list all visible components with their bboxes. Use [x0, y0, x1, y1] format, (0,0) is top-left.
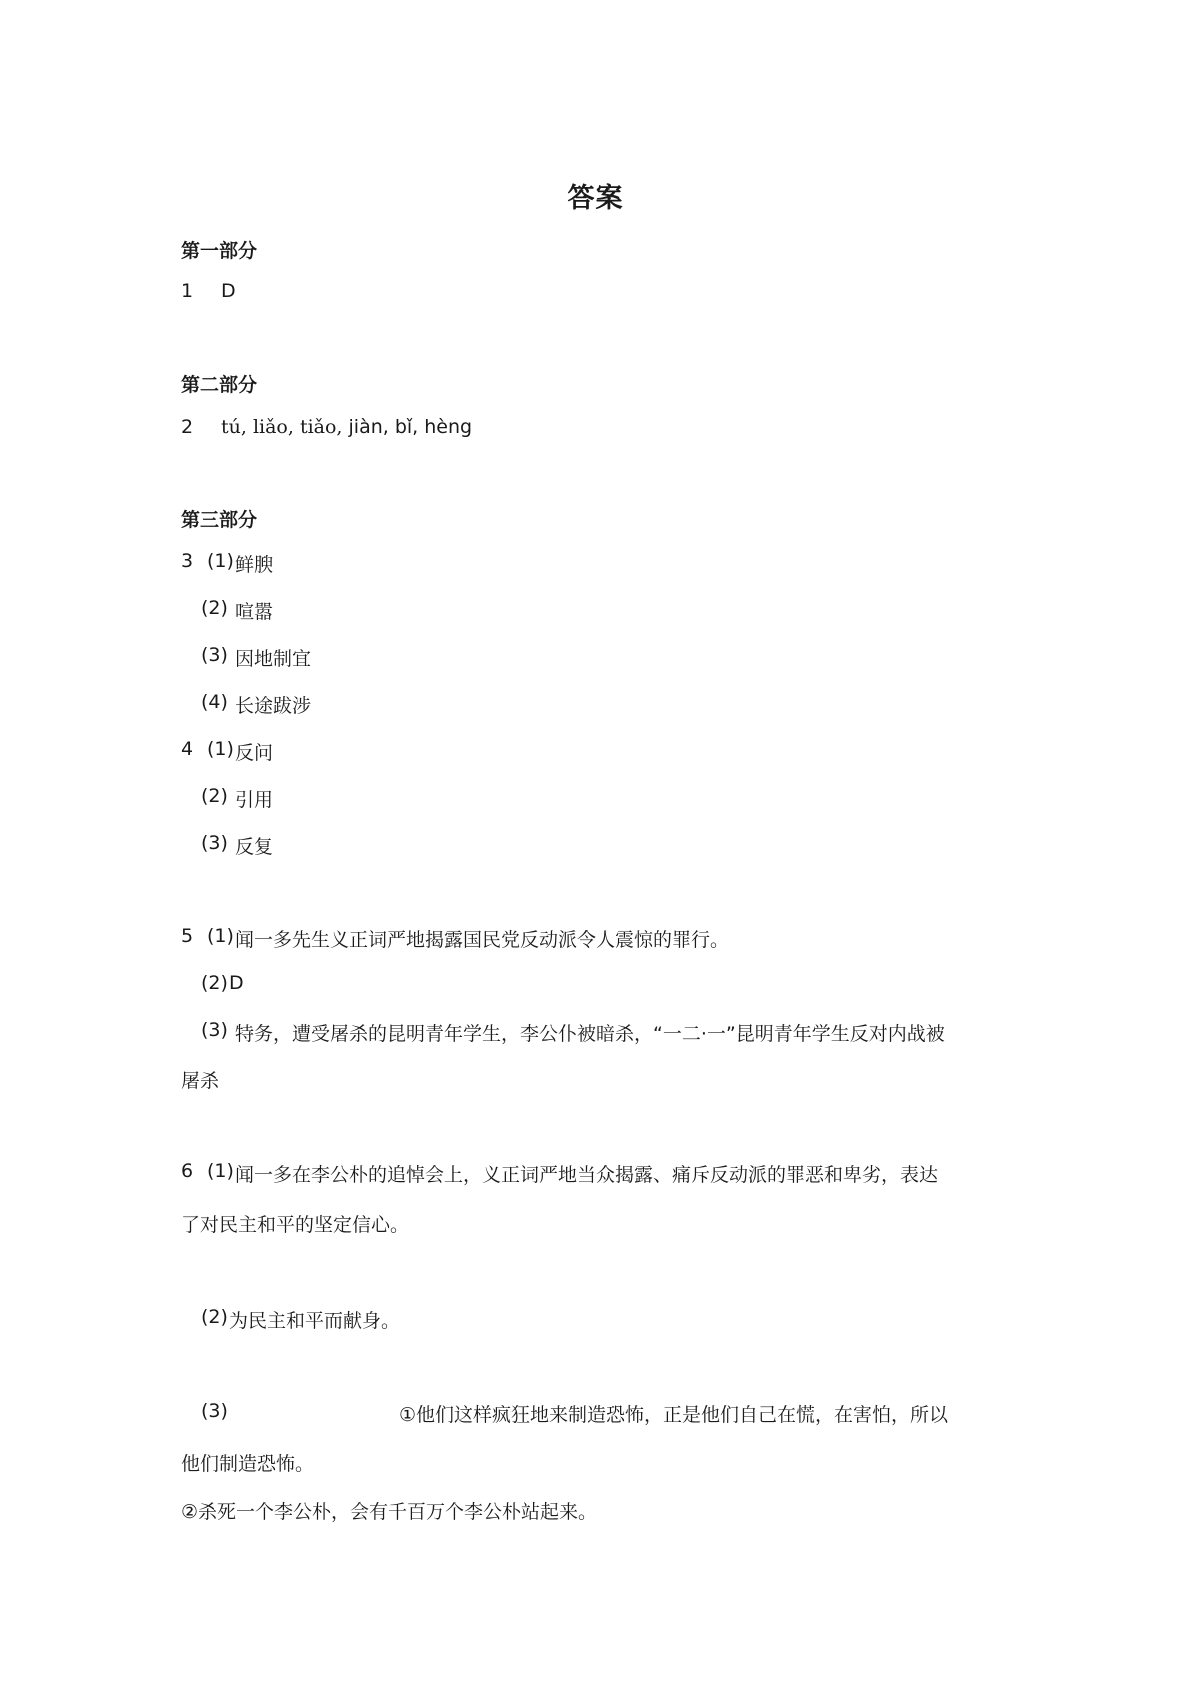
pinyin-serif: tú, liǎo, tiǎo,: [221, 416, 343, 438]
item-text: 鲜腴: [235, 554, 274, 576]
question-1: [181, 280, 236, 302]
item-label: (1): [207, 550, 234, 572]
item-label: (3): [201, 832, 228, 854]
item-label: (2): [201, 597, 228, 619]
page-title: 答案: [567, 183, 624, 214]
item-label: (2): [201, 785, 228, 807]
item-text: D: [229, 972, 244, 994]
item-label: (1): [207, 1160, 234, 1182]
answer-text: [221, 416, 472, 438]
item-label: (2): [201, 1306, 228, 1328]
item-text: 引用: [235, 789, 274, 811]
item-text: 特务，遭受屠杀的昆明青年学生，李公仆被暗杀，“一二·一”昆明青年学生反对内战被: [235, 1023, 945, 1045]
question-5-item-1: [181, 925, 730, 951]
pinyin-sans: jiàn, bǐ, hèng: [342, 416, 473, 438]
question-number: 3: [181, 550, 194, 572]
item-text: 反复: [235, 836, 274, 858]
question-4-item-1: [181, 738, 274, 764]
question-number: 2: [181, 416, 194, 438]
question-5-item-3-cont: 屠杀: [181, 1070, 220, 1092]
item-text: 喧嚣: [235, 601, 274, 623]
section-heading-part3: 第三部分: [181, 509, 258, 531]
circled-number-2: ②: [181, 1501, 199, 1523]
item-label: (3): [201, 1400, 228, 1422]
item-text-line3: 杀死一个李公朴，会有千百万个李公朴站起来。: [198, 1501, 598, 1523]
question-2: [181, 416, 473, 438]
answer-text: D: [221, 280, 236, 302]
question-6-item-3-cont: 他们制造恐怖。: [181, 1453, 315, 1475]
item-label: (3): [201, 1019, 228, 1041]
question-number: 5: [181, 925, 194, 947]
question-3-item-1: [181, 550, 274, 576]
item-label: (2): [201, 972, 228, 994]
section-heading-part1: 第一部分: [181, 240, 258, 262]
item-text: 闻一多在李公朴的追悼会上，义正词严地当众揭露、痛斥反动派的罪恶和卑劣，表达: [235, 1164, 939, 1186]
item-text: 为民主和平而献身。: [229, 1310, 401, 1332]
question-number: 1: [181, 280, 194, 302]
item-text: 反问: [235, 742, 274, 764]
question-6-item-1: [181, 1160, 939, 1186]
item-label: (3): [201, 644, 228, 666]
item-label: (1): [207, 925, 234, 947]
item-text: 长途跋涉: [235, 695, 312, 717]
item-label: (1): [207, 738, 234, 760]
circled-number-1: ①: [399, 1404, 417, 1426]
question-6-item-3-point-2: [181, 1497, 597, 1524]
item-text-line1: 他们这样疯狂地来制造恐怖，正是他们自己在慌，在害怕，所以: [416, 1404, 949, 1426]
question-number: 4: [181, 738, 194, 760]
question-6-item-1-cont: 了对民主和平的坚定信心。: [181, 1214, 410, 1236]
question-number: 6: [181, 1160, 194, 1182]
item-text: [399, 1400, 948, 1427]
item-text: 因地制宜: [235, 648, 312, 670]
item-text: 闻一多先生义正词严地揭露国民党反动派令人震惊的罪行。: [235, 929, 730, 951]
item-label: (4): [201, 691, 228, 713]
section-heading-part2: 第二部分: [181, 374, 258, 396]
